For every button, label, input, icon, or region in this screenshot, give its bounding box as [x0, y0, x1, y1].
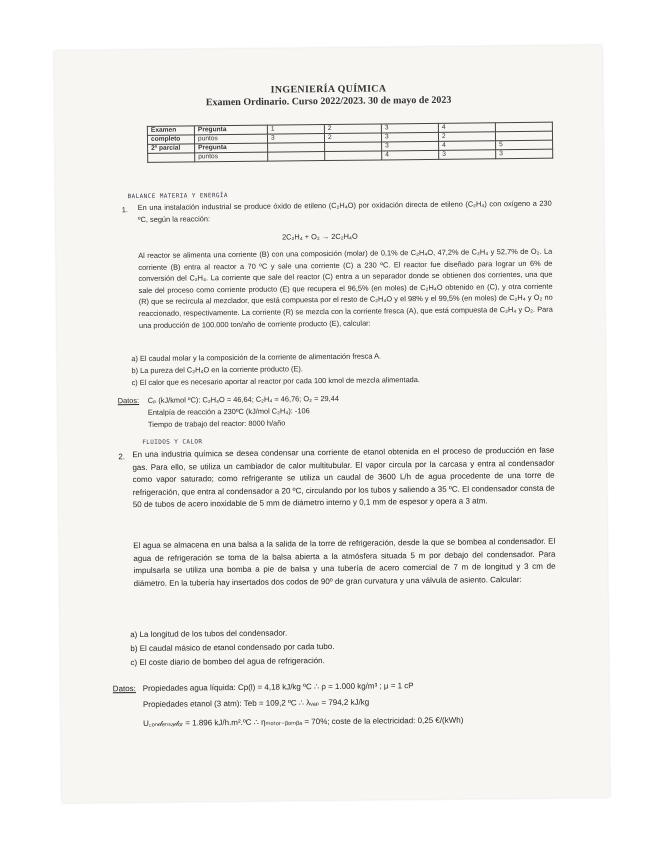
exam-sheet: [54, 45, 610, 803]
score-label-empty: [148, 153, 195, 162]
score-cell: 4: [439, 141, 496, 151]
q2-data-line: Propiedades etanol (3 atm): Teb = 109,2 ºC ∴ λᵥₐₚ = 794,2 kJ/kg: [142, 697, 370, 709]
score-cell: 5: [496, 140, 553, 150]
score-cell: 3: [496, 149, 553, 159]
score-header-pregunta: Pregunta: [195, 143, 268, 153]
q1-data-line: Tiempo de trabajo del reactor: 8000 h/año: [147, 418, 286, 429]
score-header-pregunta: Pregunta: [194, 125, 267, 135]
score-header-puntos: puntos: [194, 134, 267, 144]
score-label-parcial: 2º parcial: [148, 144, 195, 153]
score-cell: 2: [324, 133, 381, 143]
q1-data-line: Entalpía de reacción a 230ºC (kJ/mol C₂H₄): -106: [147, 406, 310, 417]
score-cell: 3: [267, 134, 324, 144]
q2-item-c: c) El coste diario de bombeo del agua de refrigeración.: [130, 656, 325, 668]
q1-number: 1.: [121, 205, 128, 215]
q1-reaction: 2C₂H₄ + O₂ → 2C₂H₄O: [281, 231, 358, 242]
score-cell: 2: [324, 124, 381, 134]
q1-item-c: c) El calor que es necesario aportar al reactor por cada 100 kmol de mezcla alimentada.: [131, 375, 420, 388]
q1-body: Al reactor se alimenta una corriente (B) con una composición (molar) de 0,1% de C₂H₄O, 47,2% de C₂H₄ y 52,7% de O₂. La corriente (B) entra al reactor a 70 ºC y sale una corriente (C) a 230 ºC. El reactor fue diseñado para lograr un 6% de conversión del C₂H₄. La corriente que sale del reactor (C) entra a un separador donde se obtienen dos corrientes, una que sale del proceso como corriente producto (E) que recupera el 96,5% (en moles) de C₂H₄O obtenido en (C), y otra corriente (R) que se recircula al mezclador, que está compuesta por el resto de C₂H₄O y el 98% y el 99,5% (en moles) de C₂H₄ y O₂ no reaccionado, respectivamente. La corriente (R) se mezcla con la corriente fresca (A), que está compuesta de C₂H₄ y O₂. Para una producción de 100.000 ton/año de corriente producto (E), calcular:: [138, 246, 553, 330]
score-table: [147, 122, 553, 163]
q1-item-a: a) El caudal molar y la composición de la corriente de alimentación fresca A.: [131, 351, 382, 364]
score-cell: 2: [438, 132, 495, 142]
q2-para2: El agua se almacena en una balsa a la salida de la torre de refrigeración, desde la que se bombea al condensador. El agua de refrigeración se toma de la balsa abierta a la atmósfera situada 5 m por debajo del condensador. Para impulsarla se utiliza una bomba a pie de balsa y una tubería de acero comercial de 7 m de longitud y 3 cm de diámetro. En la tubería hay insertados dos codos de 90º de gran curvatura y una válvula de asiento. Calcular:: [133, 536, 556, 588]
q2-handwritten-topic: FLUIDOS Y CALOR: [142, 438, 203, 446]
score-cell: 3: [382, 141, 439, 151]
q2-data-label: Datos:: [112, 684, 136, 694]
q2-data-line: Propiedades agua líquida: Cp(l) = 4,18 kJ/kg ºC ∴ ρ = 1.000 kg/m³ ; μ = 1 cP: [142, 681, 414, 693]
score-cell: 1: [267, 125, 324, 135]
score-cell: 3: [381, 132, 438, 142]
exam-subtitle: Examen Ordinario. Curso 2022/2023. 30 de mayo de 2023: [205, 94, 452, 109]
score-cell: 3: [439, 150, 496, 160]
score-cell: 3: [381, 123, 438, 133]
q2-para1: En una industria química se desea condensar una corriente de etanol obtenida en el proceso de producción en fase gas. Para ello, se utiliza un cambiador de calor multitubular. El vapor circula por la carcasa y entra al condensador como vapor saturado; como refrigerante se utiliza un caudal de 3600 L/h de agua procedente de una torre de refrigeración, que entra al condensador a 20 ºC, circulando por los tubos y saliendo a 35 ºC. El condensador consta de 50 de tubos de acero inoxidable de 5 mm de diámetro interno y 0,1 mm de espesor y opera a 3 atm.: [132, 445, 555, 510]
q2-item-b: b) El caudal másico de etanol condensado por cada tubo.: [130, 641, 335, 654]
q1-intro: En una instalación industrial se produce óxido de etileno (C₂H₄O) por oxidación directa de etileno (C₂H₄) con oxígeno a 230 ºC, según la reacción:: [137, 198, 552, 224]
page-title: INGENIERÍA QUÍMICA: [270, 83, 387, 96]
score-cell: 4: [438, 123, 495, 133]
score-cell: [268, 152, 325, 162]
score-cell: 4: [382, 150, 439, 160]
q1-item-b: b) La pureza del C₂H₄O en la corriente producto (E).: [131, 364, 303, 376]
q1-handwritten-topic: BALANCE MATERIA Y ENERGÍA: [127, 192, 228, 201]
score-label-examen: Examen: [147, 126, 194, 135]
q2-data-line: U꜀ₒₙ𝒹ₑₙₛₐ𝒹ₒᵣ = 1.896 kJ/h.m².ºC ∴ ηₘₒₜₒᵣ₋ᵦₒₘᵦₐ = 70%; coste de la electricidad: 0,25 €/(kWh): [143, 715, 464, 728]
score-label-completo: completo: [147, 135, 194, 144]
q2-number: 2.: [118, 452, 126, 462]
score-header-puntos: puntos: [195, 152, 268, 162]
q2-item-a: a) La longitud de los tubos del condensador.: [130, 628, 288, 640]
score-cell: [325, 151, 382, 161]
q1-data-line: Cₚ (kJ/kmol ºC): C₂H₄O = 46,64; C₂H₄ = 46,76; O₂ = 29,44: [147, 393, 339, 405]
q1-data-label: Datos:: [117, 396, 140, 406]
